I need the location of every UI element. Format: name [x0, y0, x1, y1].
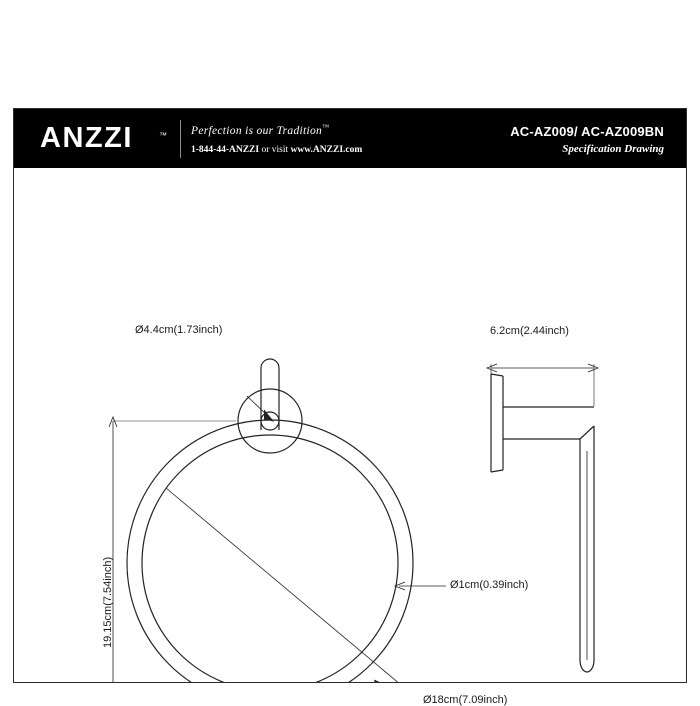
- ring-inner-circle: [142, 435, 398, 682]
- technical-drawing-area: [14, 168, 686, 706]
- document-type-label: Specification Drawing: [562, 143, 664, 155]
- brand-header-bar: [14, 109, 686, 168]
- brand-wordmark: ANZZI: [40, 122, 133, 154]
- side-wall-plate-bottom: [491, 470, 503, 472]
- dimension-label-bar-diameter: Ø1cm(0.39inch): [450, 579, 529, 591]
- ring-diameter-line: [166, 488, 413, 682]
- contact-phone: 1-844-44-ANZZI: [191, 145, 260, 155]
- model-code: AC-AZ009/ AC-AZ009BN: [510, 124, 664, 139]
- post-top-cap: [261, 359, 279, 368]
- contact-separator: or visit: [259, 145, 291, 155]
- brand-tagline: [191, 123, 329, 137]
- tagline-trademark-symbol: ™: [322, 123, 330, 131]
- contact-website: www.ANZZI.com: [290, 145, 363, 155]
- brand-tagline-text: Perfection is our Tradition: [191, 124, 323, 137]
- side-wall-plate-top: [491, 374, 503, 376]
- brand-trademark-symbol: ™: [159, 131, 167, 140]
- dimension-label-flange-diameter: Ø4.4cm(1.73inch): [135, 324, 223, 336]
- side-ring-bottom-cap: [580, 660, 594, 672]
- flange-outer-circle: [238, 389, 302, 453]
- anzzi-logo: [40, 121, 175, 157]
- dimension-label-overall-height: 19.15cm(7.54inch): [102, 556, 114, 648]
- flange-inner-circle: [261, 412, 279, 430]
- dimension-label-ring-diameter: Ø18cm(7.09inch): [423, 694, 508, 706]
- dimension-label-projection-depth: 6.2cm(2.44inch): [490, 325, 569, 337]
- header-divider: [180, 120, 181, 158]
- side-arm-bevel: [580, 426, 594, 439]
- towel-ring-drawing-svg: [14, 168, 686, 682]
- contact-line: [191, 145, 362, 155]
- drawing-sheet: [13, 108, 687, 706]
